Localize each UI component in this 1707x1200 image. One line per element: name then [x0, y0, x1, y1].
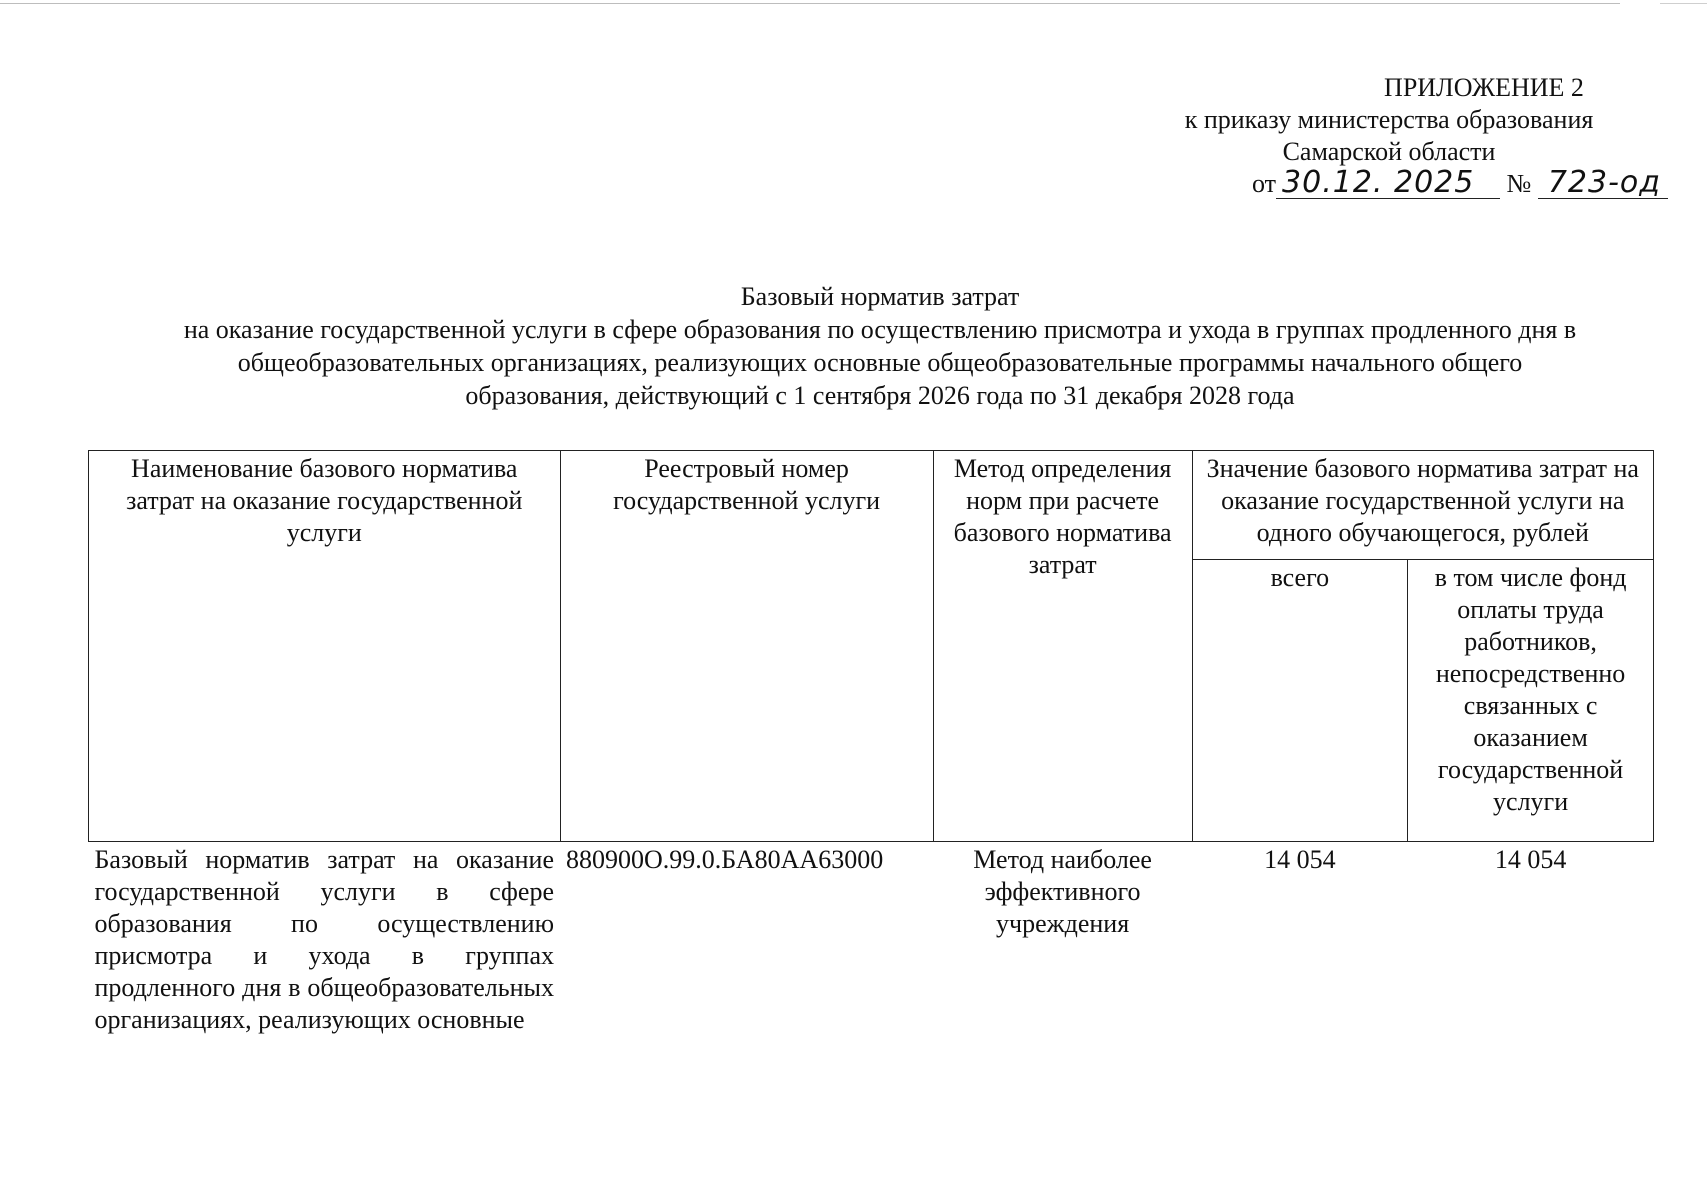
handwritten-date: 30.12. 2025: [1276, 168, 1500, 199]
title-line-3: общеобразовательных организациях, реализующих основные общеобразовательные программы начального общего: [237, 348, 1523, 377]
annex-region-line: Самарской области: [1282, 137, 1496, 166]
header-payroll: в том числе фонд оплаты труда работников, непосредственно связанных с оказанием государственной услуги: [1408, 560, 1654, 842]
annex-order-line: к приказу министерства образования: [1184, 105, 1594, 134]
annex-title: ПРИЛОЖЕНИЕ 2: [1384, 73, 1584, 102]
cell-total: 14 054: [1264, 845, 1336, 874]
cell-name: Базовый норматив затрат на оказание государственной услуги в сфере образования по осуществлению присмотра и ухода в группах продленного дня в общеобразовательных организациях, реализующих основные: [94, 845, 554, 1034]
norm-table: [88, 450, 1654, 1038]
cell-registry: 880900О.99.0.БА80АА63000: [566, 845, 884, 874]
header-name: Наименование базового норматива затрат на оказание государственной услуги: [89, 451, 561, 842]
top-scan-rule-right: [1660, 3, 1707, 4]
top-scan-rule: [0, 3, 1620, 4]
title-line-4: образования, действующий с 1 сентября 2026 года по 31 декабря 2028 года: [465, 381, 1295, 410]
title-line-2: на оказание государственной услуги в сфере образования по осуществлению присмотра и ухода в группах продленного дня в: [183, 315, 1577, 344]
number-sign: №: [1506, 169, 1532, 198]
table-row: [89, 842, 1654, 1039]
header-row-1: [89, 451, 1654, 560]
annex-date-row: [1252, 165, 1668, 200]
title-line-1: Базовый норматив затрат: [740, 282, 1020, 311]
date-prefix: от: [1252, 169, 1277, 198]
document-title: [110, 280, 1650, 412]
header-registry: Реестровый номер государственной услуги: [560, 451, 933, 842]
cell-payroll: 14 054: [1494, 845, 1567, 874]
annex-header: [1109, 72, 1669, 168]
handwritten-number: 723-од: [1538, 168, 1668, 199]
header-value-group: Значение базового норматива затрат на оказание государственной услуги на одного обучающегося, рублей: [1192, 451, 1654, 560]
cell-method: Метод наиболее эффективного учреждения: [973, 845, 1152, 938]
header-total: всего: [1192, 560, 1408, 842]
header-method: Метод определения норм при расчете базового норматива затрат: [933, 451, 1192, 842]
